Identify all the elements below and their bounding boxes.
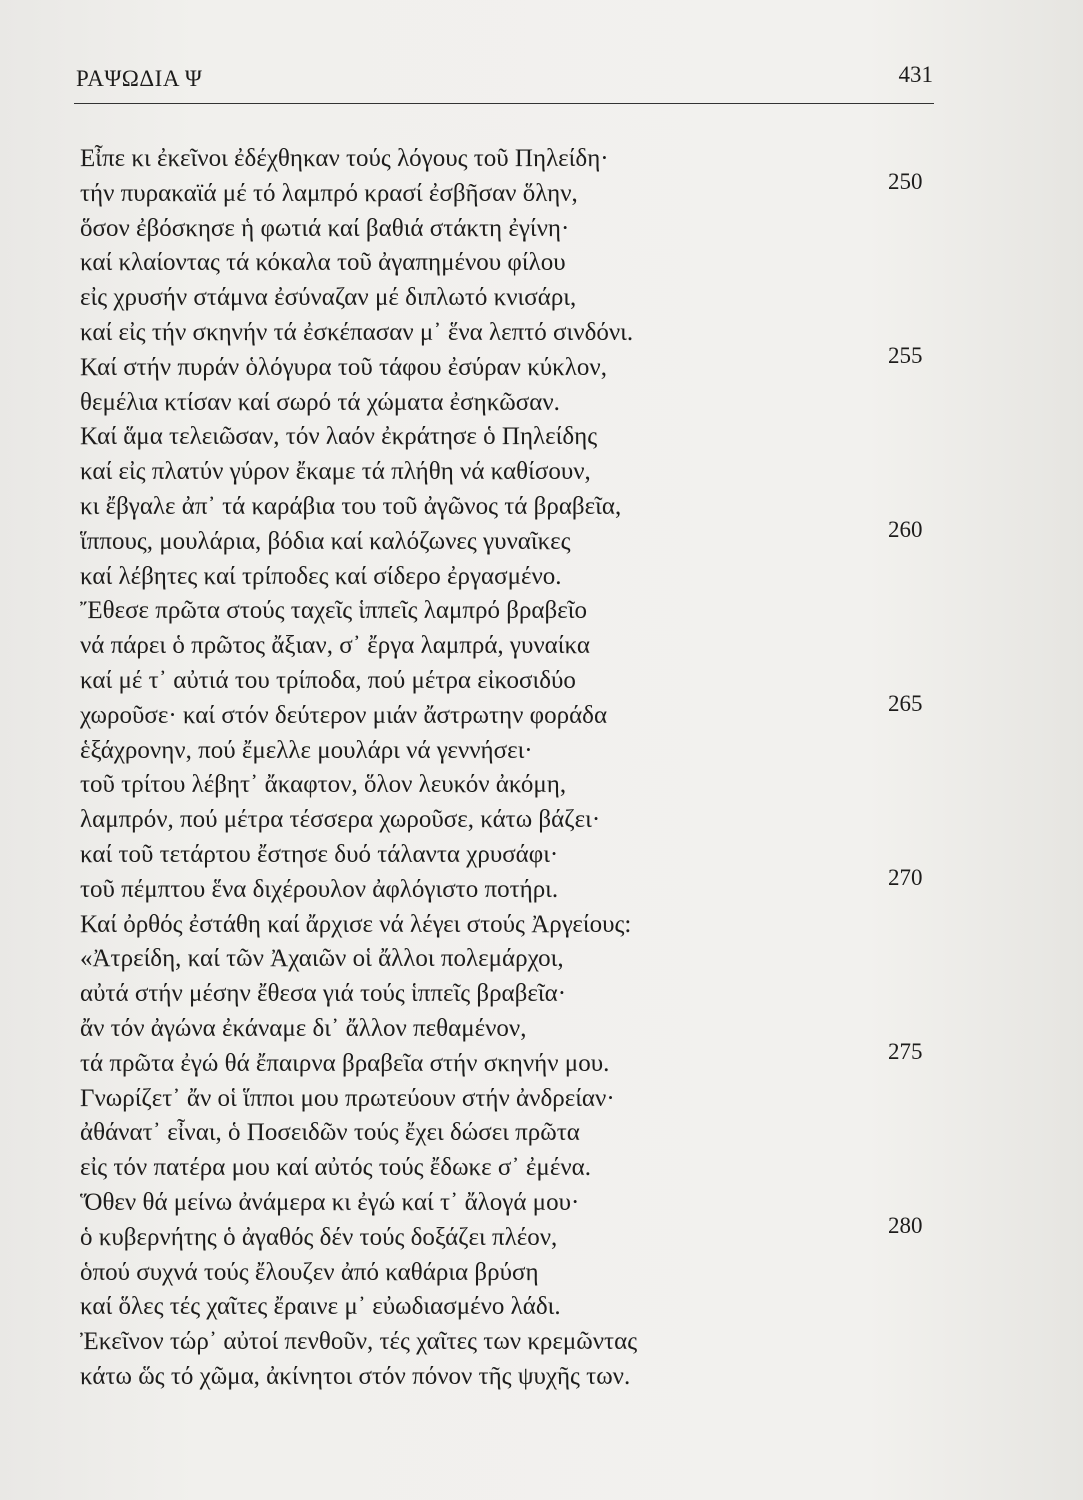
verse-line [80,803,940,838]
verse-line [80,455,940,490]
verse-text: εἰς χρυσήν στάμνα ἐσύναζαν μέ διπλωτό κνισάρι, [80,284,577,312]
running-head: ΡΑΨΩΔΙΑ Ψ [76,66,203,91]
verse-line [80,142,940,177]
verse-line [80,690,940,734]
line-number: 270 [888,864,923,890]
verse-text: καί μέ τ᾽ αὐτιά του τρίποδα, πού μέτρα εἰκοσιδύο [80,666,576,694]
verse-text: τοῦ πέμπτου ἕνα διχέρουλον ἀφλόγιστο ποτήρι. [80,875,559,903]
header-rule [74,103,934,104]
verse-text: καί εἰς πλατύν γύρον ἔκαμε τά πλήθη νά καθίσουν, [80,458,591,486]
verse-text: θεμέλια κτίσαν καί σωρό τά χώματα ἐσηκῶσαν. [80,388,560,416]
line-number: 275 [888,1038,923,1064]
verse-text: Καί στήν πυράν ὁλόγυρα τοῦ τάφου ἐσύραν κύκλον, [80,353,607,381]
verse-line [80,516,940,560]
verse-line [80,1116,940,1151]
verse-text: ἀθάνατ᾽ εἶναι, ὁ Ποσειδῶν τούς ἔχει δώσει πρῶτα [80,1119,580,1147]
verse-line [80,1290,940,1325]
verse-line [80,1212,940,1256]
verse-text: καί κλαίοντας τά κόκαλα τοῦ ἀγαπημένου φίλου [80,249,566,277]
line-number: 260 [888,516,923,542]
verse-text: εἰς τόν πατέρα μου καί αὐτός τούς ἔδωκε σ᾽ ἐμένα. [80,1154,591,1182]
verse-text: κάτω ὥς τό χῶμα, ἀκίνητοι στόν πόνον τῆς ψυχῆς των. [80,1362,631,1390]
verse-line [80,942,940,977]
line-number: 255 [888,342,923,368]
verse-line [80,386,940,421]
line-number: 265 [888,690,923,716]
line-number: 250 [888,168,923,194]
verse-text: καί λέβητες καί τρίποδες καί σίδερο ἐργασμένο. [80,562,562,590]
verse-text: Καί ἅμα τελειῶσαν, τόν λαόν ἐκράτησε ὁ Πηλείδης [80,423,598,451]
verse-text: λαμπρόν, πού μέτρα τέσσερα χωροῦσε, κάτω βάζει· [80,806,601,834]
verse-line [80,664,940,699]
verse-line [80,1082,940,1117]
page-number: 431 [898,62,933,87]
verse-text: Καί ὀρθός ἐστάθη καί ἄρχισε νά λέγει στούς Ἀργείους: [80,910,632,938]
verse-text: χωροῦσε· καί στόν δεύτερον μιάν ἄστρωτην φοράδα [80,701,608,729]
verse-text: Ἔθεσε πρῶτα στούς ταχεῖς ἱππεῖς λαμπρό βραβεῖο [80,597,587,625]
verse-line [80,212,940,247]
verse-text: τήν πυρακαϊά μέ τό λαμπρό κρασί ἐσβῆσαν ὅλην, [80,179,578,207]
verse-line [80,1325,940,1360]
verse-line [80,838,940,873]
verse-text: κι ἔβγαλε ἀπ᾽ τά καράβια του τοῦ ἀγῶνος τά βραβεῖα, [80,492,622,520]
verse-text: αὐτά στήν μέσην ἔθεσα γιά τούς ἱππεῖς βραβεῖα· [80,980,567,1008]
verse-line [80,1151,940,1186]
verse-text: τά πρῶτα ἐγώ θά ἔπαιρνα βραβεῖα στήν σκηνήν μου. [80,1049,610,1077]
verse-line [80,560,940,595]
verse-line [80,908,940,943]
verse-text: ὁ κυβερνήτης ὁ ἀγαθός δέν τούς δοξάζει πλέον, [80,1223,558,1251]
verse-line [80,594,940,629]
verse-text: ὅσον ἐβόσκησε ἡ φωτιά καί βαθιά στάκτη ἐγίνη· [80,214,570,242]
verse-text: Ὅθεν θά μείνω ἀνάμερα κι ἐγώ καί τ᾽ ἄλογά μου· [80,1188,580,1216]
verse-text: νά πάρει ὁ πρῶτος ἄξιαν, σ᾽ ἔργα λαμπρά, γυναίκα [80,632,590,660]
verse-line [80,734,940,769]
verse-text: ἑξάχρονην, πού ἔμελλε μουλάρι νά γεννήσει· [80,736,533,764]
verse-text: καί τοῦ τετάρτου ἔστησε δυό τάλαντα χρυσάφι· [80,840,559,868]
verse-line [80,629,940,664]
verse-text: «Ἀτρείδη, καί τῶν Ἀχαιῶν οἱ ἄλλοι πολεμάρχοι, [80,945,564,973]
verse-text: ἵππους, μουλάρια, βόδια καί καλόζωνες γυναῖκες [80,527,571,555]
verse-text: ἄν τόν ἀγώνα ἐκάναμε δι᾽ ἄλλον πεθαμένον, [80,1014,527,1042]
verse-line [80,490,940,525]
verse-line [80,768,940,803]
verse-line [80,1256,940,1291]
verse-text: Ἐκεῖνον τώρ᾽ αὐτοί πενθοῦν, τές χαῖτες των κρεμῶντας [80,1328,638,1356]
verse-line [80,864,940,908]
verse-text: τοῦ τρίτου λέβητ᾽ ἄκαφτον, ὅλον λευκόν ἀκόμη, [80,771,567,799]
verse-line [80,281,940,316]
verse-line [80,1012,940,1047]
verse-line [80,1186,940,1221]
verse-line [80,977,940,1012]
verse-block [80,142,940,1395]
verse-text: Γνωρίζετ᾽ ἄν οἱ ἵπποι μου πρωτεύουν στήν ἀνδρείαν· [80,1084,615,1112]
verse-line [80,1360,940,1395]
verse-line [80,420,940,455]
verse-line [80,316,940,351]
verse-text: Εἶπε κι ἐκεῖνοι ἐδέχθηκαν τούς λόγους τοῦ Πηλείδη· [80,145,609,172]
verse-line [80,1038,940,1082]
verse-line [80,342,940,386]
verse-text: καί ὅλες τές χαῖτες ἔραινε μ᾽ εὐωδιασμένο λάδι. [80,1293,561,1321]
verse-line [80,168,940,212]
verse-line [80,246,940,281]
verse-text: ὁπού συχνά τούς ἔλουζεν ἀπό καθάρια βρύση [80,1258,539,1286]
line-number: 280 [888,1212,923,1238]
verse-text: καί εἰς τήν σκηνήν τά ἐσκέπασαν μ᾽ ἕνα λεπτό σινδόνι. [80,318,634,346]
